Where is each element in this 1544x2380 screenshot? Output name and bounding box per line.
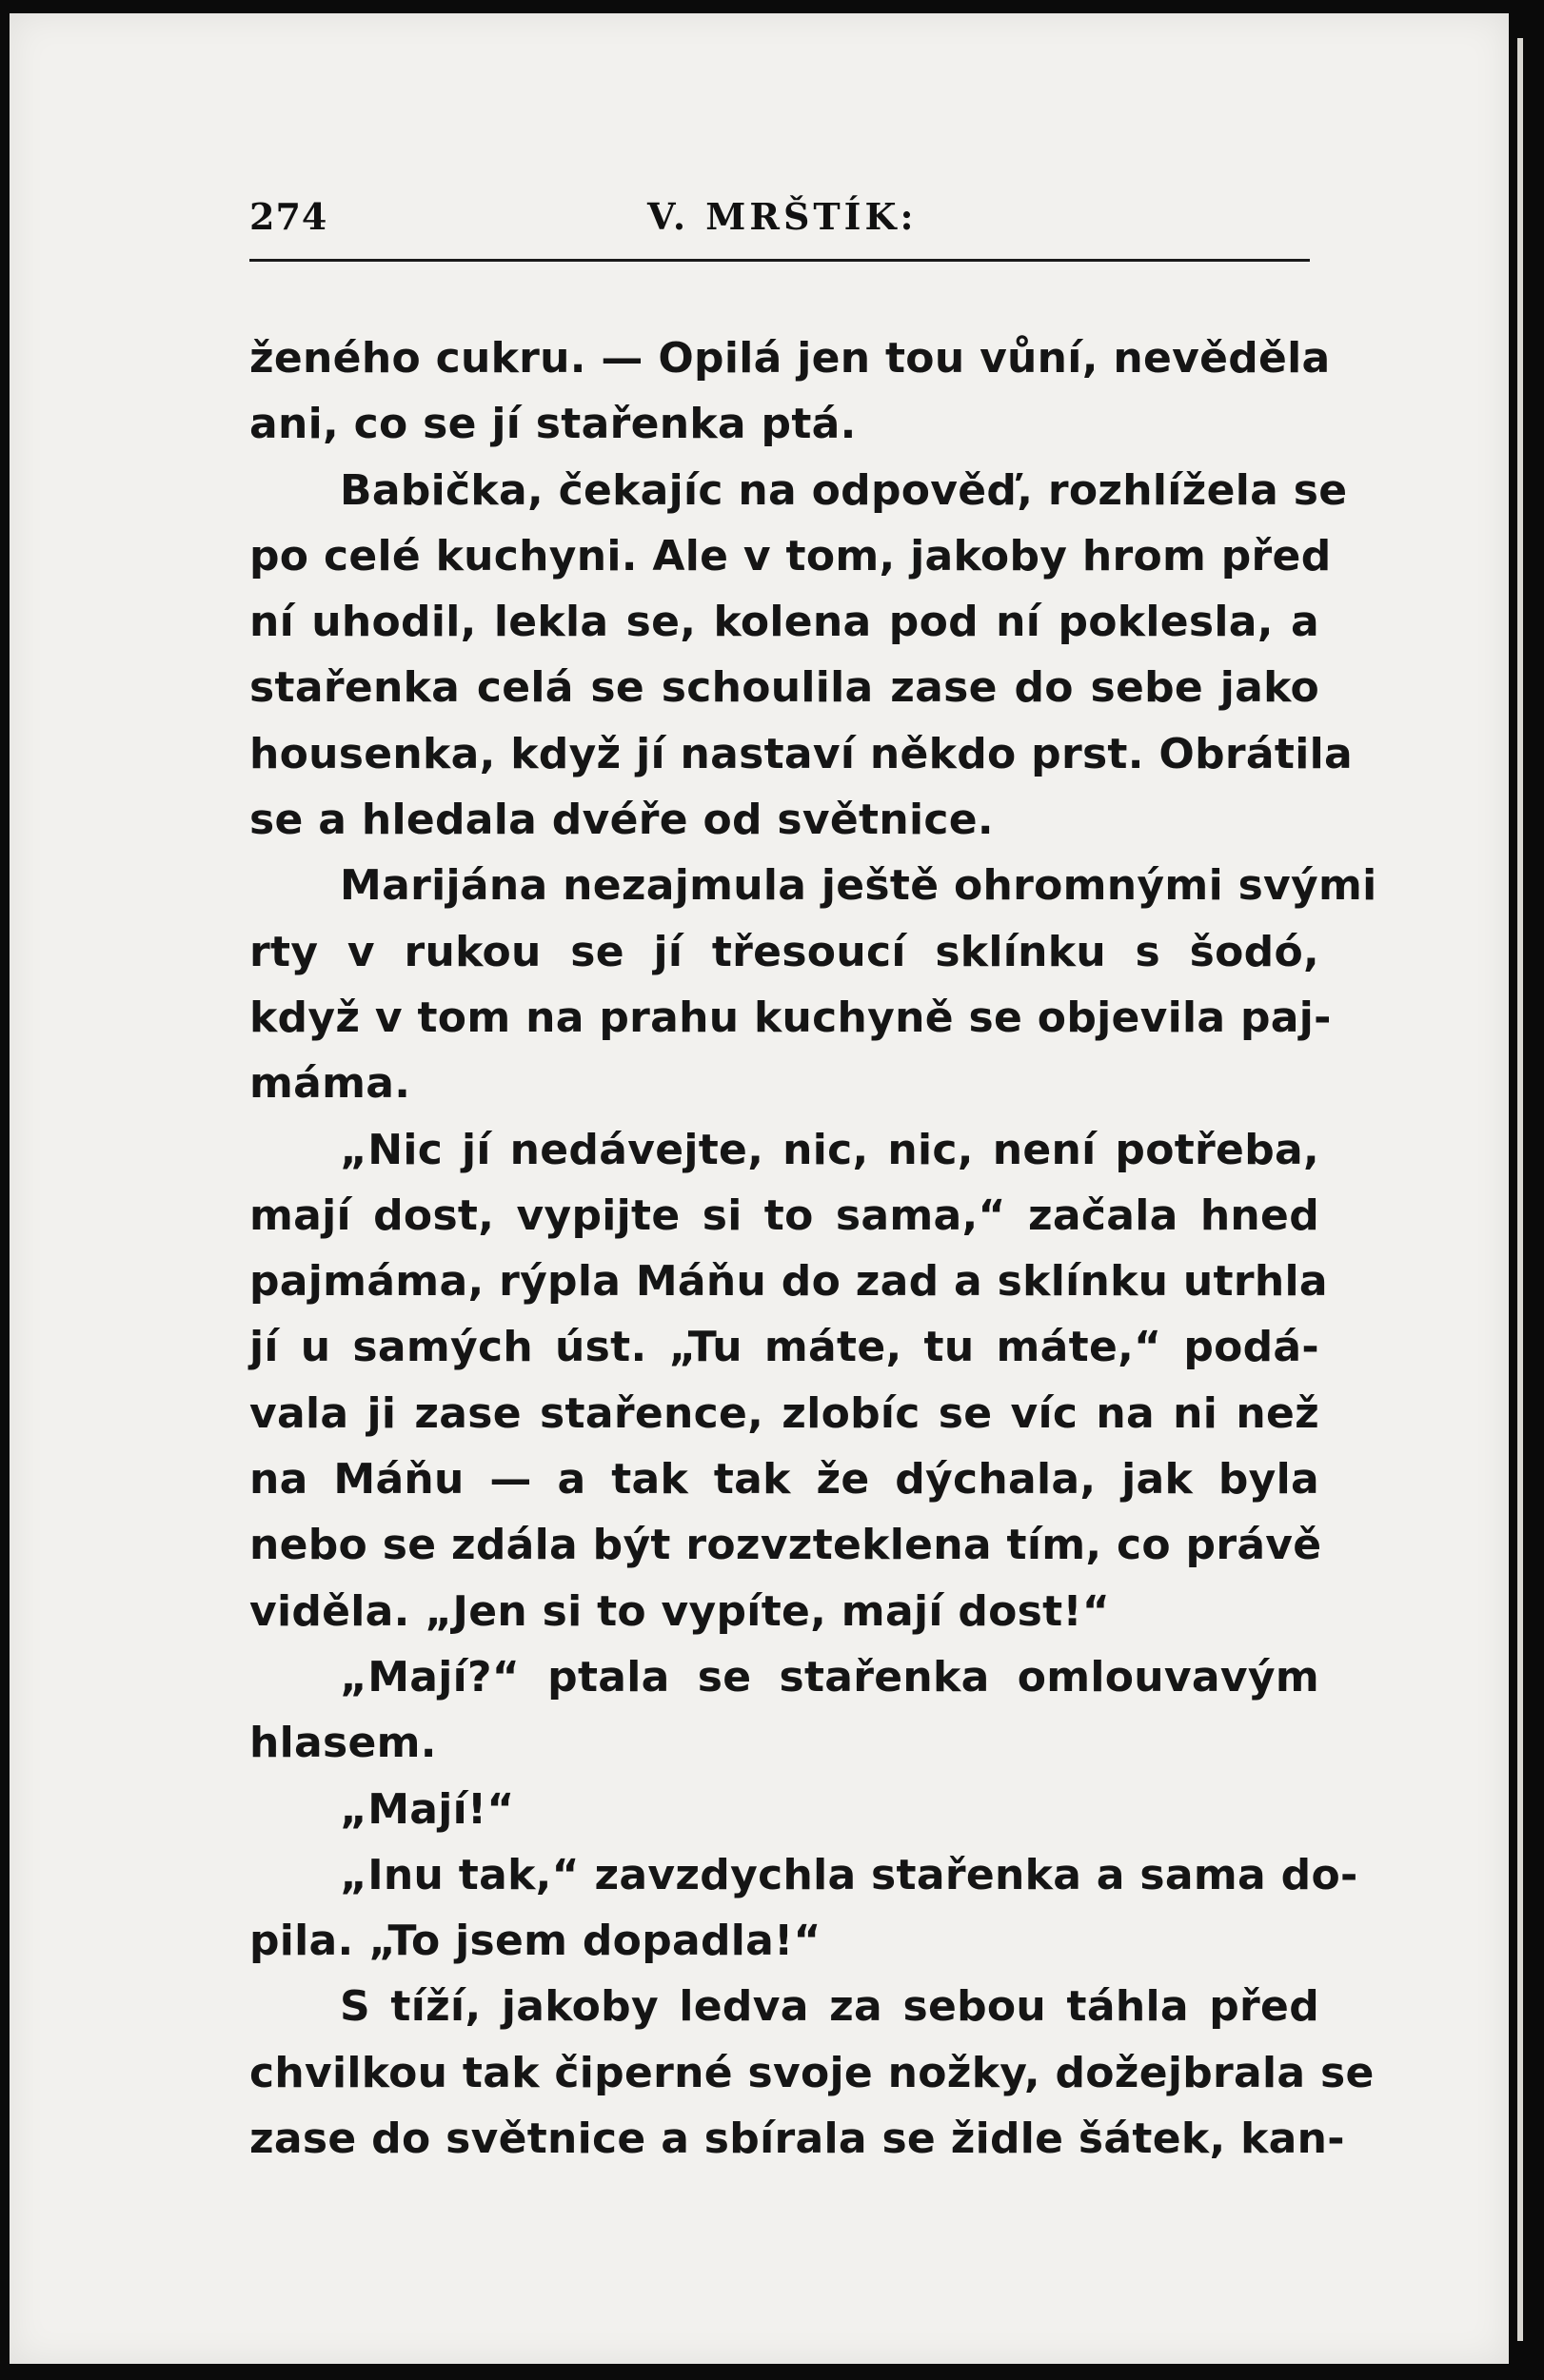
text-line: mají dost, vypijte si to sama,“ začala hned [249,1190,1319,1240]
text-line: pajmáma, rýpla Máňu do zad a sklínku utrhla [249,1257,1328,1307]
text-line: ženého cukru. — Opilá jen tou vůní, nevěděla [249,334,1331,383]
text-line: Babička, čekajíc na odpověď, rozhlížela se [340,465,1348,515]
page-header [249,195,1311,262]
text-line: „Nic jí nedávejte, nic, nic, není potřeba, [340,1125,1319,1174]
text-line: viděla. „Jen si to vypíte, mají dost!“ [249,1586,1111,1636]
body-text [249,325,1377,2172]
text-line: pila. „To jsem dopadla!“ [249,1917,821,1966]
page-number: 274 [249,195,328,238]
text-line: na Máňu — a tak tak že dýchala, jak byla [249,1455,1319,1505]
text-line: ní uhodil, lekla se, kolena pod ní poklesla, a [249,598,1319,647]
text-line: po celé kuchyni. Ale v tom, jakoby hrom před [249,531,1332,580]
text-line: se a hledala dvéře od světnice. [249,796,994,845]
text-line: „Mají?“ ptala se stařenka omlouvavým [340,1652,1319,1701]
text-line: Marijána nezajmula ještě ohromnými svými [340,861,1377,911]
text-line: „Mají!“ [340,1784,515,1834]
page-edge-dark [1510,0,1544,2380]
text-line: zase do světnice a sbírala se židle šátek, kan- [249,2114,1345,2164]
text-line: ani, co se jí stařenka ptá. [249,400,857,449]
text-line: S tíží, jakoby ledva za sebou táhla před [340,1982,1319,2032]
text-line: když v tom na prahu kuchyně se objevila paj- [249,993,1332,1042]
text-line: chvilkou tak čiperné svoje nožky, dožejbrala se [249,2048,1375,2097]
text-line: hlasem. [249,1719,437,1768]
text-line: máma. [249,1059,411,1109]
text-line: rty v rukou se jí třesoucí sklínku s šodó, [249,927,1319,976]
text-line: vala ji zase stařence, zlobíc se víc na ni než [249,1388,1319,1438]
text-line: stařenka celá se schoulila zase do sebe jako [249,663,1319,713]
text-line: jí u samých úst. „Tu máte, tu máte,“ podá- [249,1323,1319,1372]
running-head: V. MRŠTÍK: [647,195,918,238]
text-line: housenka, když jí nastaví někdo prst. Obrátila [249,729,1353,778]
text-line: nebo se zdála být rozvzteklena tím, co právě [249,1521,1322,1570]
header-rule [249,259,1310,262]
page-edge-light [1517,38,1523,2341]
text-line: „Inu tak,“ zavzdychla stařenka a sama do- [340,1850,1358,1899]
